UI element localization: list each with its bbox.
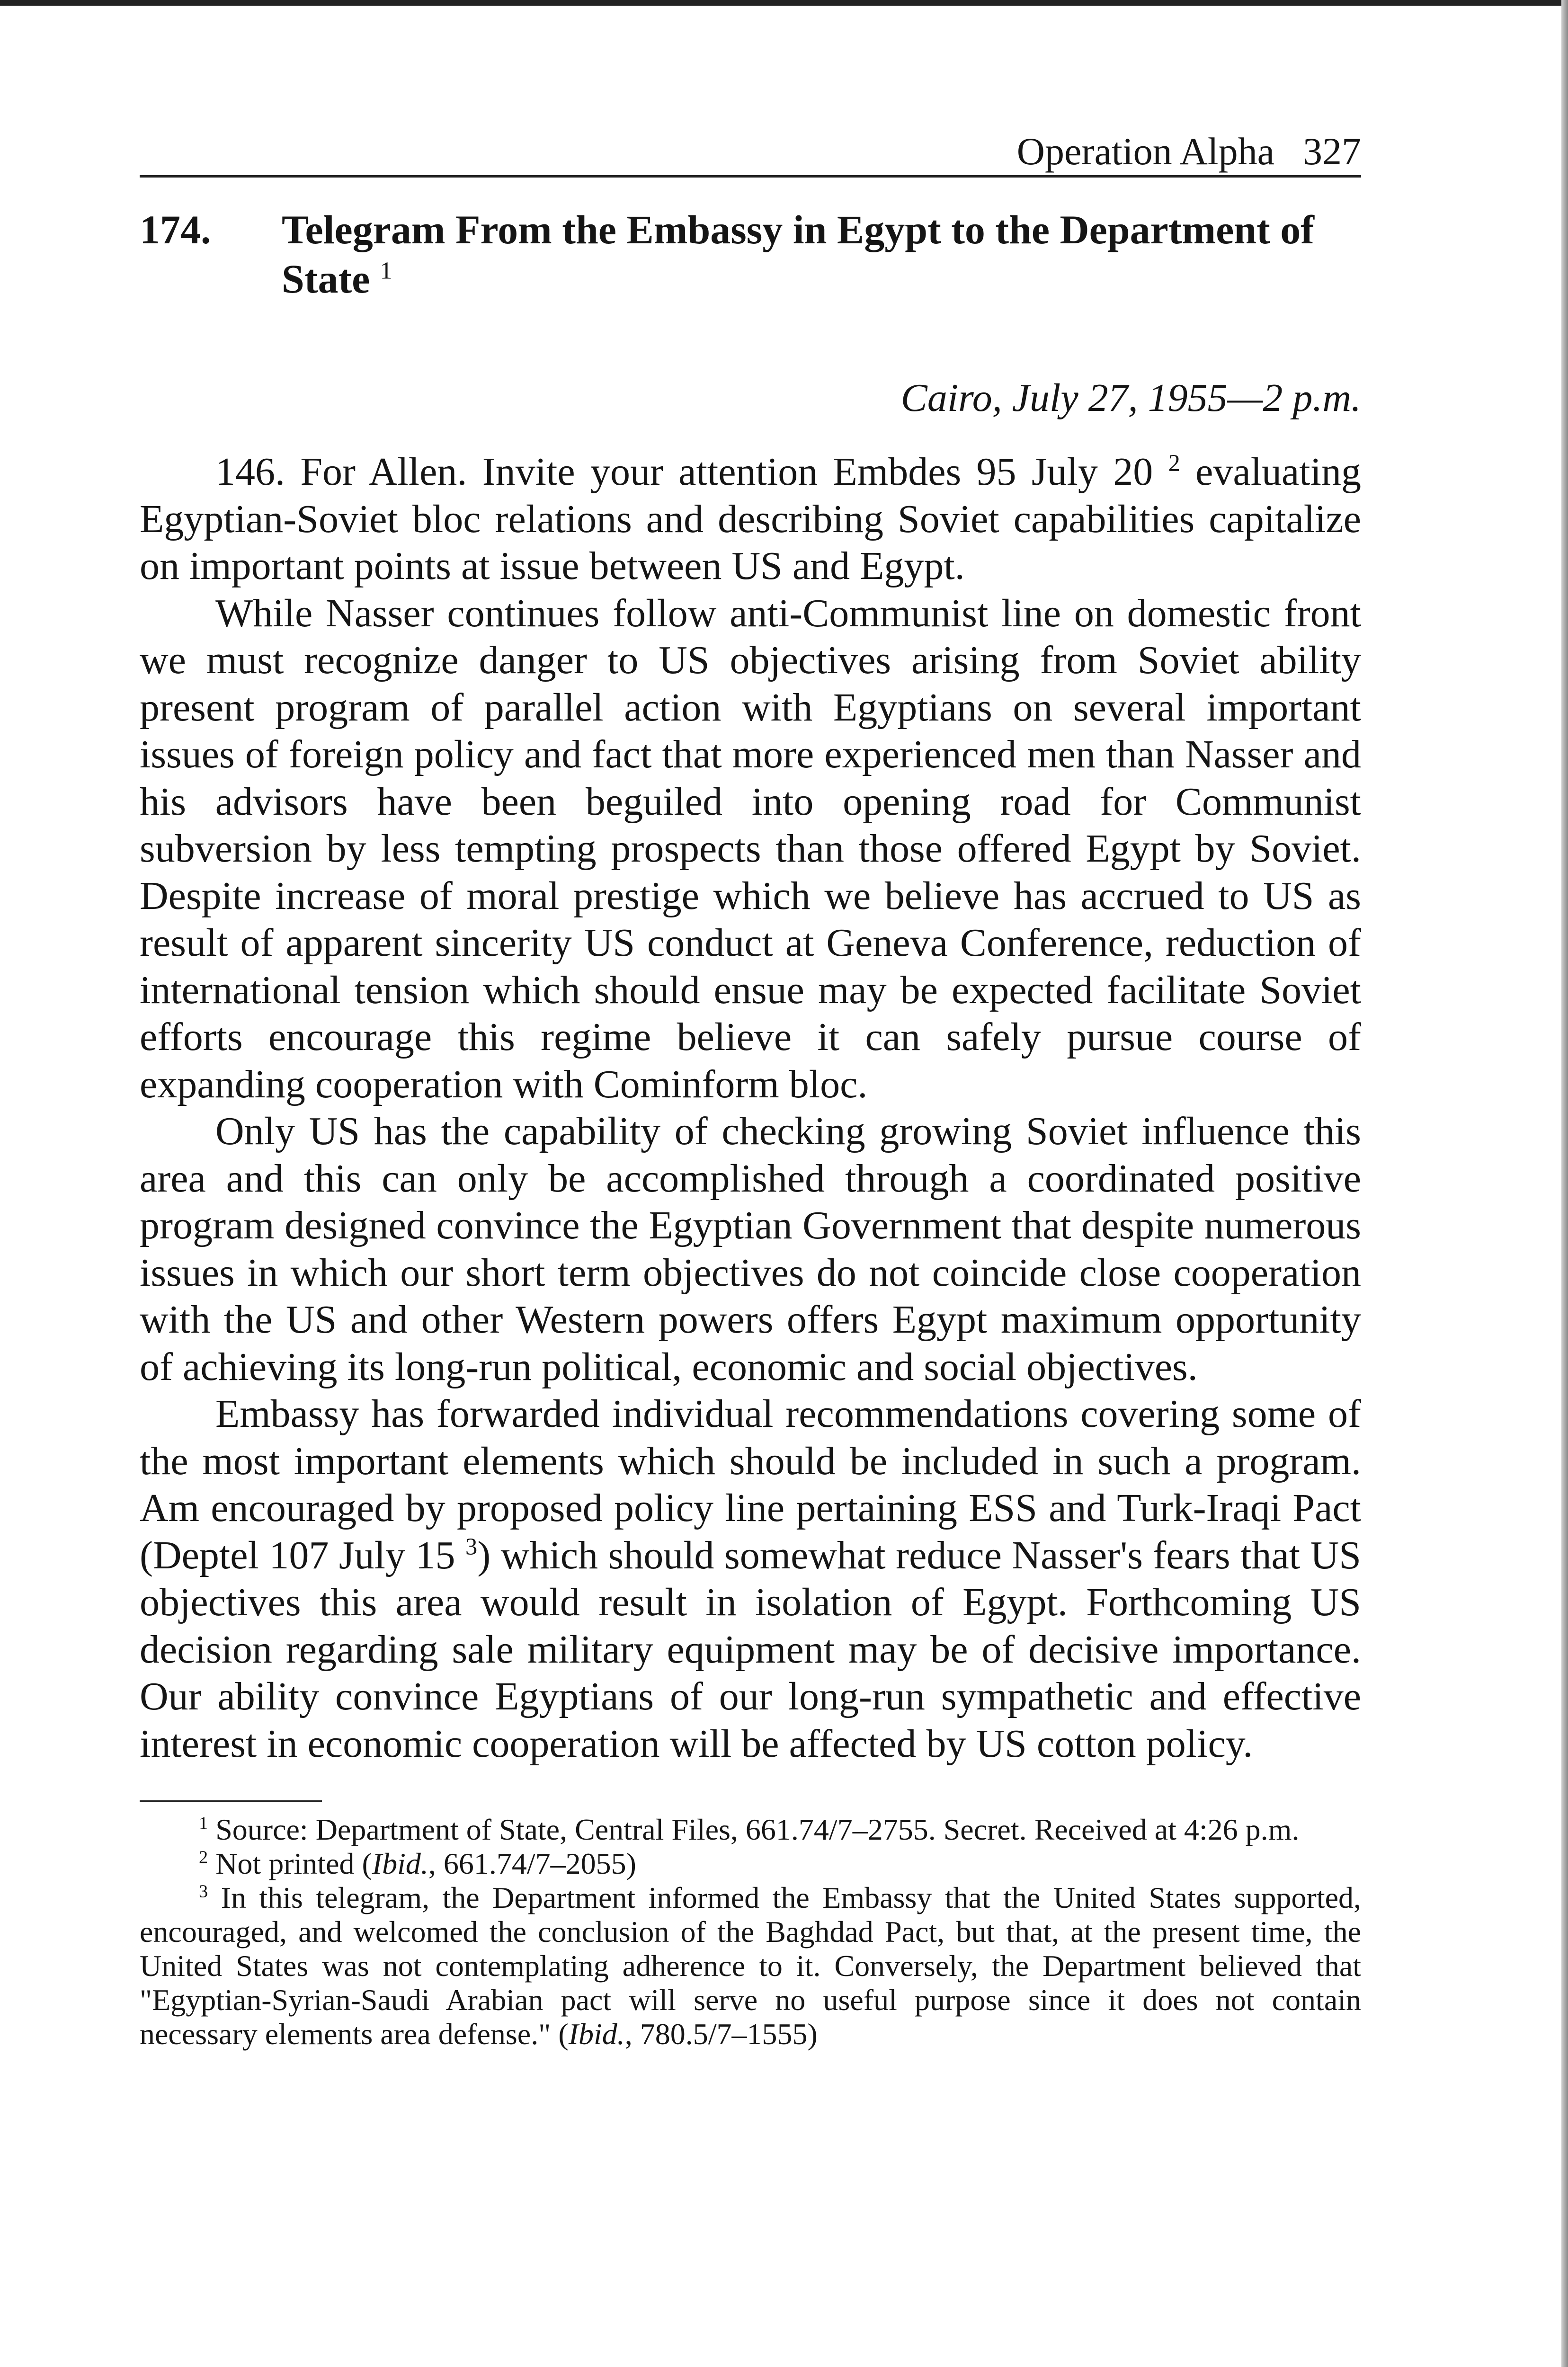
footnote-3-ibid: Ibid. — [568, 2017, 625, 2051]
footnote-1-marker: 1 — [199, 1813, 208, 1833]
document-heading — [140, 205, 1361, 303]
footnote-ref-3: 3 — [465, 1533, 478, 1560]
page-number: 327 — [1303, 130, 1361, 173]
footnote-3 — [140, 1881, 1361, 2051]
document-title-text: Telegram From the Embassy in Egypt to the Department of State — [282, 207, 1314, 302]
footnotes — [140, 1813, 1361, 2051]
footnote-3-text-a: In this telegram, the Department informed the Embassy that the United States supported, encouraged, and welcomed the conclusion of the Baghdad Pact, but that, at the present time, the United States was not contemplating adherence to it. Conversely, the Department believed that "Egyptian-Syrian-Saudi Arabian pact will serve no useful purpose since it does not contain necessary elements area defense." ( — [140, 1881, 1362, 2051]
footnote-1 — [140, 1813, 1361, 1847]
footnote-2-text-b: , 661.74/7–2055) — [428, 1847, 636, 1880]
footnote-2 — [140, 1847, 1361, 1881]
book-page — [140, 128, 1361, 2051]
dateline: Cairo, July 27, 1955—2 p.m. — [900, 376, 1361, 420]
footnote-2-ibid: Ibid. — [372, 1847, 428, 1880]
footnote-2-text-a: Not printed ( — [215, 1847, 372, 1880]
document-number: 174. — [140, 207, 211, 252]
footnote-1-text: Source: Department of State, Central Files, 661.74/7–2755. Secret. Received at 4:26 p.m. — [208, 1813, 1300, 1846]
footnote-divider — [140, 1800, 322, 1802]
document-title — [282, 205, 1361, 303]
footnote-3-marker: 3 — [199, 1881, 208, 1902]
telegram-body — [140, 448, 1361, 1767]
paragraph-4 — [140, 1390, 1361, 1767]
footnote-ref-1: 1 — [380, 257, 392, 285]
scan-right-edge — [1561, 0, 1568, 2367]
paragraph-2: While Nasser continues follow anti-Communist line on domestic front we must recognize danger to US objectives arising from Soviet ability present program of parallel action with Egyptians on several important issues of foreign policy and fact that more experienced men than Nasser and his advisors have been beguiled into opening road for Communist subversion by less tempting prospects than those offered Egypt by Soviet. Despite increase of moral prestige which we believe has accrued to US as result of apparent sincerity US conduct at Geneva Conference, reduction of international tension which should ensue may be expected facilitate Soviet efforts encourage this regime believe it can safely pursue course of expanding cooperation with Cominform bloc. — [140, 591, 1361, 1106]
running-head-title: Operation Alpha — [1016, 130, 1274, 173]
footnote-ref-2: 2 — [1168, 450, 1180, 476]
paragraph-4-text-a: Embassy has forwarded individual recommendations covering some of the most important elements which should be included in such a program. Am encouraged by proposed policy line pertaining ESS and Turk-Iraqi Pact (Deptel 107 July 15 — [140, 1392, 1361, 1577]
paragraph-1-text-b: evaluating Egyptian-Soviet bloc relations and describing Soviet capabilities capitalize on important points at issue between US and Egypt. — [140, 450, 1361, 588]
paragraph-3: Only US has the capability of checking growing Soviet influence this area and this can only be accomplished through a coordinated positive program designed convince the Egyptian Government that despite numerous issues in which our short term objectives do not coincide close cooperation with the US and other Western powers offers Egypt maximum opportunity of achieving its long-run political, economic and social objectives. — [140, 1109, 1361, 1389]
paragraph-1 — [140, 448, 1361, 590]
running-head — [140, 128, 1361, 178]
footnote-2-marker: 2 — [199, 1847, 208, 1868]
scan-top-edge — [0, 0, 1568, 6]
paragraph-1-text-a: 146. For Allen. Invite your attention Embdes 95 July 20 — [215, 450, 1153, 494]
footnote-3-text-b: , 780.5/7–1555) — [624, 2017, 818, 2051]
paragraph-4-text-b: ) which should somewhat reduce Nasser's fears that US objectives this area would result in isolation of Egypt. Forthcoming US decision regarding sale military equipment may be of decisive importance. Our ability convince Egyptians of our long-run sympathetic and effective interest in economic cooperation will be affected by US cotton policy. — [140, 1533, 1362, 1766]
